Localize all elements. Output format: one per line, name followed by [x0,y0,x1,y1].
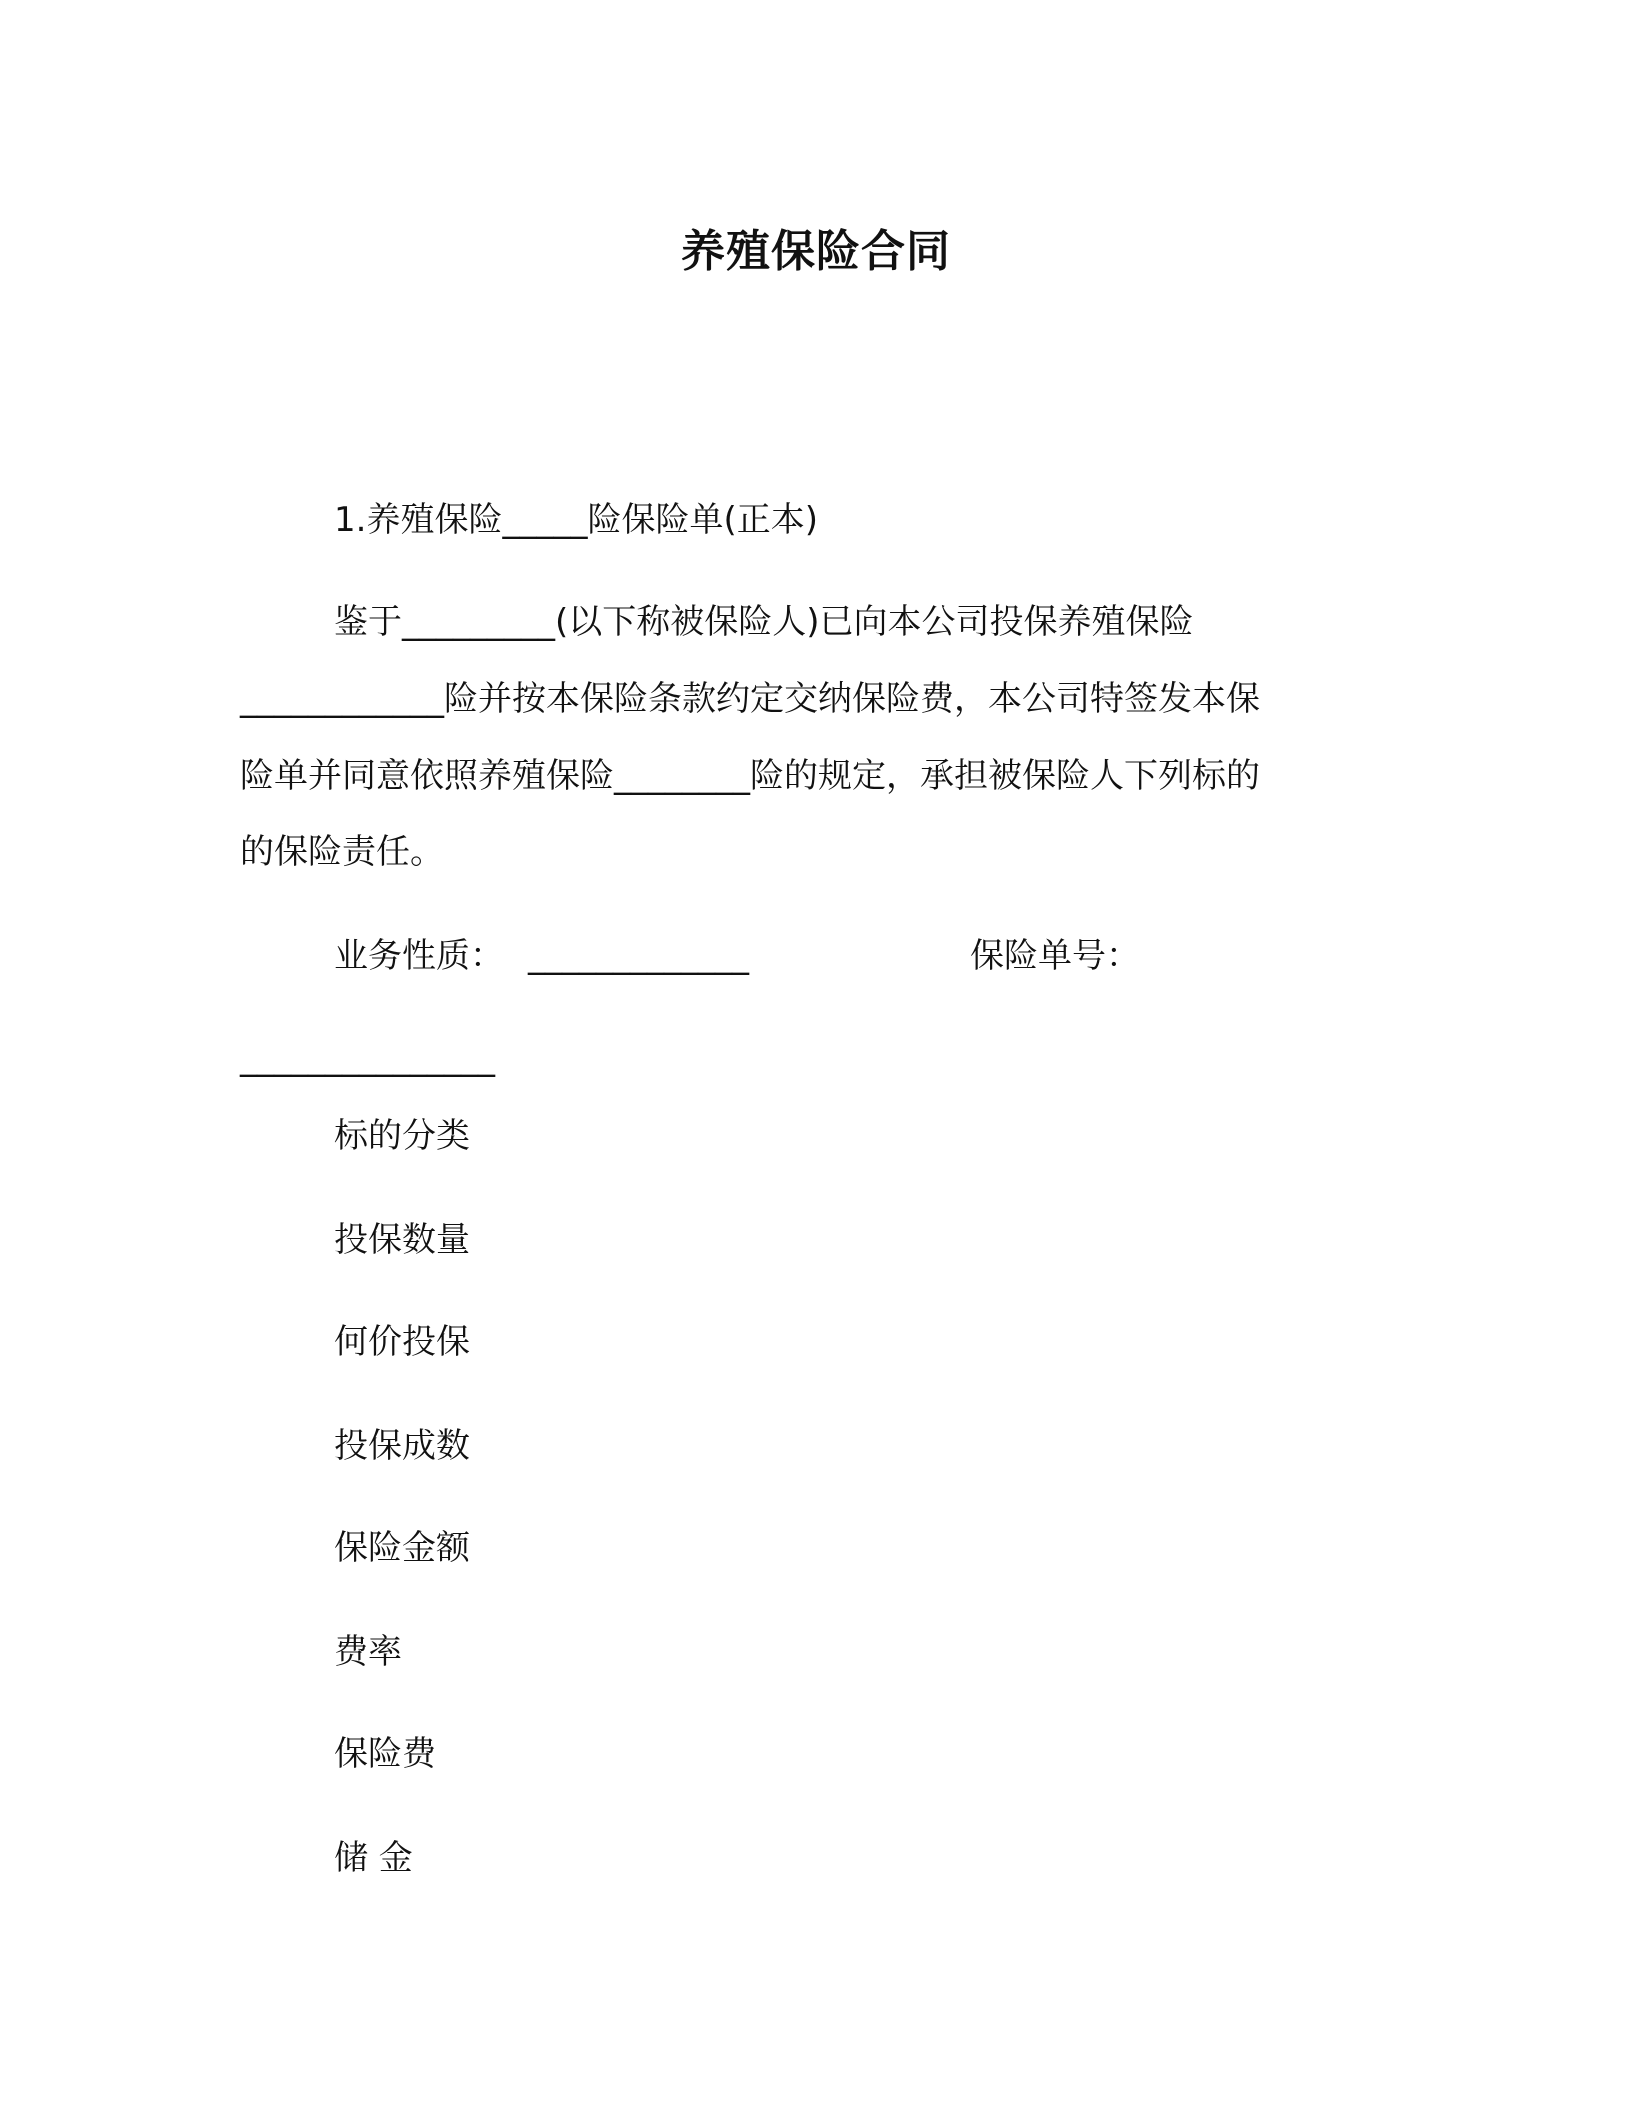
field-label-premium: 保险费 [334,1734,436,1774]
policy-number-label: 保险单号： [970,936,1140,976]
business-nature-label: 业务性质： [334,936,504,976]
paragraph-line-1: 鉴于_________(以下称被保险人)已向本公司投保养殖保险 [334,602,1194,642]
field-label-subject-category: 标的分类 [334,1116,470,1156]
field-label-insured-quantity: 投保数量 [334,1220,470,1260]
section-heading: 1.养殖保险_____险保险单(正本) [334,500,818,540]
field-label-deposit: 储 金 [334,1838,413,1878]
policy-number-blank: _______________ [240,1038,495,1078]
field-label-sum-insured: 保险金额 [334,1528,470,1568]
field-label-premium-rate: 费率 [334,1632,402,1672]
field-label-insured-proportion: 投保成数 [334,1426,470,1466]
paragraph-line-4: 的保险责任。 [240,832,444,872]
business-nature-blank: _____________ [528,936,749,976]
paragraph-line-2: ____________险并按本保险条款约定交纳保险费，本公司特签发本保 [240,679,1260,719]
document-title: 养殖保险合同 [681,226,951,277]
paragraph-line-3: 险单并同意依照养殖保险________险的规定，承担被保险人下列标的 [240,756,1260,796]
field-label-insured-value-basis: 何价投保 [334,1322,470,1362]
